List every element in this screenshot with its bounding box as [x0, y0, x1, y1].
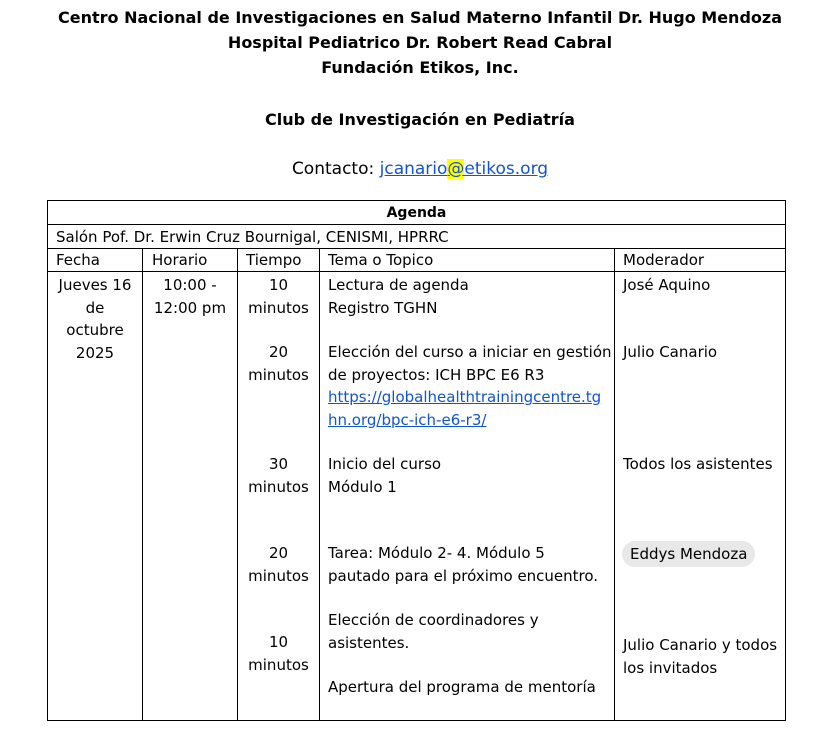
- topic-cell: Elección del curso a iniciar en gestión de proyectos: ICH BPC E6 R3 https://globalhealthtrainingcentre.tg hn.org/bpc-ich-e6-r3/: [328, 341, 612, 431]
- duration-cell: 10 minutos: [248, 276, 309, 317]
- moderator-cell: Julio Canario y todos los invitados: [623, 636, 778, 677]
- foundation-title: Fundación Etikos, Inc.: [321, 58, 519, 77]
- moderator-cell: José Aquino: [623, 276, 711, 294]
- course-link[interactable]: https://globalhealthtrainingcentre.tg hn.org/bpc-ich-e6-r3/: [328, 388, 602, 429]
- col-divider: [614, 249, 615, 720]
- institution-title: Centro Nacional de Investigaciones en Salud Materno Infantil Dr. Hugo Mendoza: [57, 8, 782, 27]
- moderator-cell: Julio Canario: [623, 343, 718, 361]
- location-row: [48, 225, 785, 249]
- club-title: Club de Investigación en Pediatría: [265, 110, 575, 129]
- time-cell: 10:00 - 12:00 pm: [153, 276, 227, 317]
- duration-cell: 30 minutos: [248, 455, 309, 496]
- col-divider: [319, 249, 320, 720]
- topic-cell: Elección de coordinadores y asistentes. Apertura del programa de mentoría: [328, 611, 596, 696]
- hospital-title: Hospital Pediatrico Dr. Robert Read Cabral: [227, 33, 613, 52]
- col-header-moderator: Moderador: [623, 251, 705, 269]
- duration-cell: 20 minutos: [248, 544, 309, 585]
- col-header-duration: Tiempo: [246, 251, 302, 269]
- topic-cell: Tarea: Módulo 2- 4. Módulo 5 pautado para el próximo encuentro.: [328, 544, 599, 585]
- duration-cell: 20 minutos: [248, 343, 309, 384]
- col-header-date: Fecha: [56, 251, 100, 269]
- col-divider: [142, 249, 143, 720]
- contact-email-link[interactable]: jcanario@etikos.org: [379, 159, 549, 179]
- contact-label: Contacto:: [291, 159, 375, 179]
- agenda-table: [47, 200, 786, 721]
- moderator-chip[interactable]: Eddys Mendoza: [622, 541, 755, 567]
- topic-cell: Inicio del curso Módulo 1: [328, 455, 442, 496]
- column-header-row: [48, 249, 785, 272]
- agenda-title: Agenda: [386, 205, 447, 221]
- topic-cell: Lectura de agenda Registro TGHN: [328, 276, 469, 317]
- agenda-title-row: [48, 201, 785, 225]
- date-cell: Jueves 16 de octubre 2025: [58, 276, 132, 362]
- contact-line: [0, 157, 840, 181]
- col-header-time: Horario: [152, 251, 208, 269]
- duration-cell: 10 minutos: [248, 633, 309, 674]
- col-header-topic: Tema o Topico: [328, 251, 434, 269]
- location-text: Salón Pof. Dr. Erwin Cruz Bournigal, CENISMI, HPRRC: [56, 228, 449, 246]
- moderator-cell: Todos los asistentes: [623, 455, 773, 473]
